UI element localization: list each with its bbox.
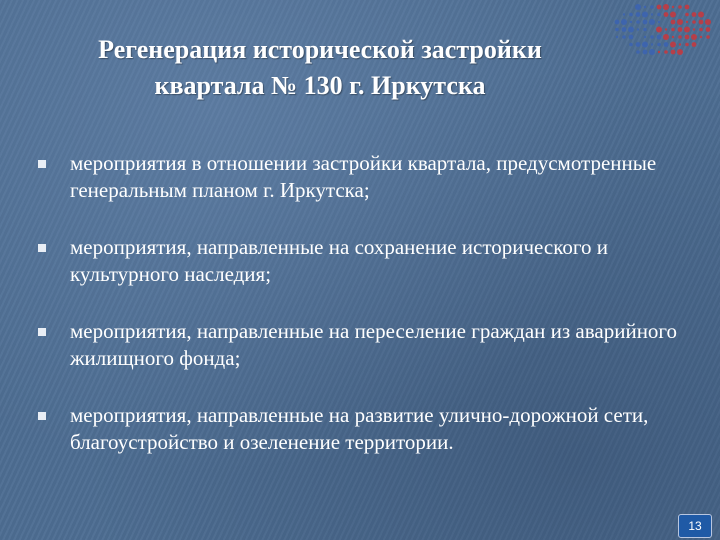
logo-dot <box>706 27 711 32</box>
logo-dot <box>636 20 640 24</box>
logo-dot <box>636 42 641 47</box>
logo-dot <box>636 12 641 17</box>
slide-title-line-1: Регенерация исторической застройки <box>98 35 542 64</box>
logo-dot <box>636 50 640 54</box>
list-item-text: мероприятия, направленные на переселение граждан из аварийного жилищного фонда; <box>70 319 678 370</box>
logo-dot <box>616 36 618 38</box>
logo-dot <box>671 20 676 25</box>
logo-dot <box>650 35 654 39</box>
logo-dot <box>691 34 697 40</box>
list-item <box>38 318 688 402</box>
square-bullet-icon <box>38 328 46 336</box>
logo-dot <box>685 5 690 10</box>
logo-dot <box>692 42 697 47</box>
logo-dot <box>642 42 648 48</box>
list-item <box>38 234 688 318</box>
logo-dot <box>622 27 627 32</box>
logo-dot <box>671 28 675 32</box>
logo-dot <box>692 12 697 17</box>
logo-dot <box>684 27 690 33</box>
logo-dot <box>622 35 626 39</box>
logo-dot <box>699 28 703 32</box>
logo-dot <box>615 28 619 32</box>
logo-dot <box>635 4 641 10</box>
square-bullet-icon <box>38 244 46 252</box>
logo-dot <box>693 28 695 30</box>
list-item-text: мероприятия в отношении застройки квартала, предусмотренные генеральным планом г. Иркутска; <box>70 151 657 202</box>
logo-dot <box>672 6 674 8</box>
logo-dot <box>671 50 676 55</box>
logo-dot <box>700 36 702 38</box>
logo-dot <box>706 35 710 39</box>
logo-dot <box>663 4 669 10</box>
logo-dot <box>664 42 669 47</box>
slide-title-line-2: квартала № 130 г. Иркутска <box>154 71 486 100</box>
logo-dot <box>663 34 669 40</box>
logo-dot <box>621 19 627 25</box>
logo-dot <box>677 49 683 55</box>
logo-dot <box>651 13 653 15</box>
logo-dot <box>678 27 683 32</box>
logo-dot <box>685 35 690 40</box>
logo-dot <box>685 43 689 47</box>
list-item-text: мероприятия, направленные на развитие улично-дорожной сети, благоустройство и озеленение территории. <box>70 403 649 454</box>
logo-dot <box>657 35 662 40</box>
logo-dot <box>670 12 676 18</box>
list-item <box>38 402 688 486</box>
list-item-text: мероприятия, направленные на сохранение исторического и культурного наследия; <box>70 235 608 286</box>
logo-dot <box>685 13 689 17</box>
logo-dot <box>658 51 660 53</box>
logo-dot <box>686 21 688 23</box>
logo-dot <box>672 36 674 38</box>
logo-dot <box>678 35 682 39</box>
logo-dot <box>665 28 667 30</box>
logo-dot <box>657 13 661 17</box>
logo-dot <box>650 5 654 9</box>
logo-dot <box>664 12 669 17</box>
slide-title <box>60 32 580 104</box>
page-number-badge: 13 <box>678 514 712 538</box>
logo-dot <box>670 42 676 48</box>
logo-dot <box>677 19 683 25</box>
logo-dot <box>657 43 661 47</box>
list-item <box>38 150 688 234</box>
logo-dot <box>692 20 696 24</box>
logo-dot <box>699 20 704 25</box>
logo-dot <box>623 13 625 15</box>
logo-dot <box>637 28 639 30</box>
logo-dot <box>657 5 662 10</box>
logo-dot <box>643 50 648 55</box>
logo-dot <box>705 19 711 25</box>
logo-dot <box>642 12 648 18</box>
logo-dot <box>651 43 653 45</box>
logo-dot <box>643 28 647 32</box>
logo-dot <box>644 36 646 38</box>
logo-dot <box>698 12 704 18</box>
logo-dot <box>658 21 660 23</box>
logo-dot <box>628 27 634 33</box>
logo-dot <box>629 35 634 40</box>
logo-dot <box>629 43 633 47</box>
logo-dot <box>656 27 662 33</box>
logo-dot <box>629 13 633 17</box>
logo-dot <box>615 20 620 25</box>
logo-dot <box>649 49 655 55</box>
square-bullet-icon <box>38 412 46 420</box>
logo-dot <box>630 21 632 23</box>
logo-dot <box>678 5 682 9</box>
logo-dot <box>664 50 668 54</box>
logo-dot <box>649 19 655 25</box>
dotted-logo-icon <box>612 2 712 60</box>
bullet-list <box>38 150 688 486</box>
logo-dot <box>679 43 681 45</box>
square-bullet-icon <box>38 160 46 168</box>
logo-dot <box>644 6 646 8</box>
logo-dot <box>643 20 648 25</box>
